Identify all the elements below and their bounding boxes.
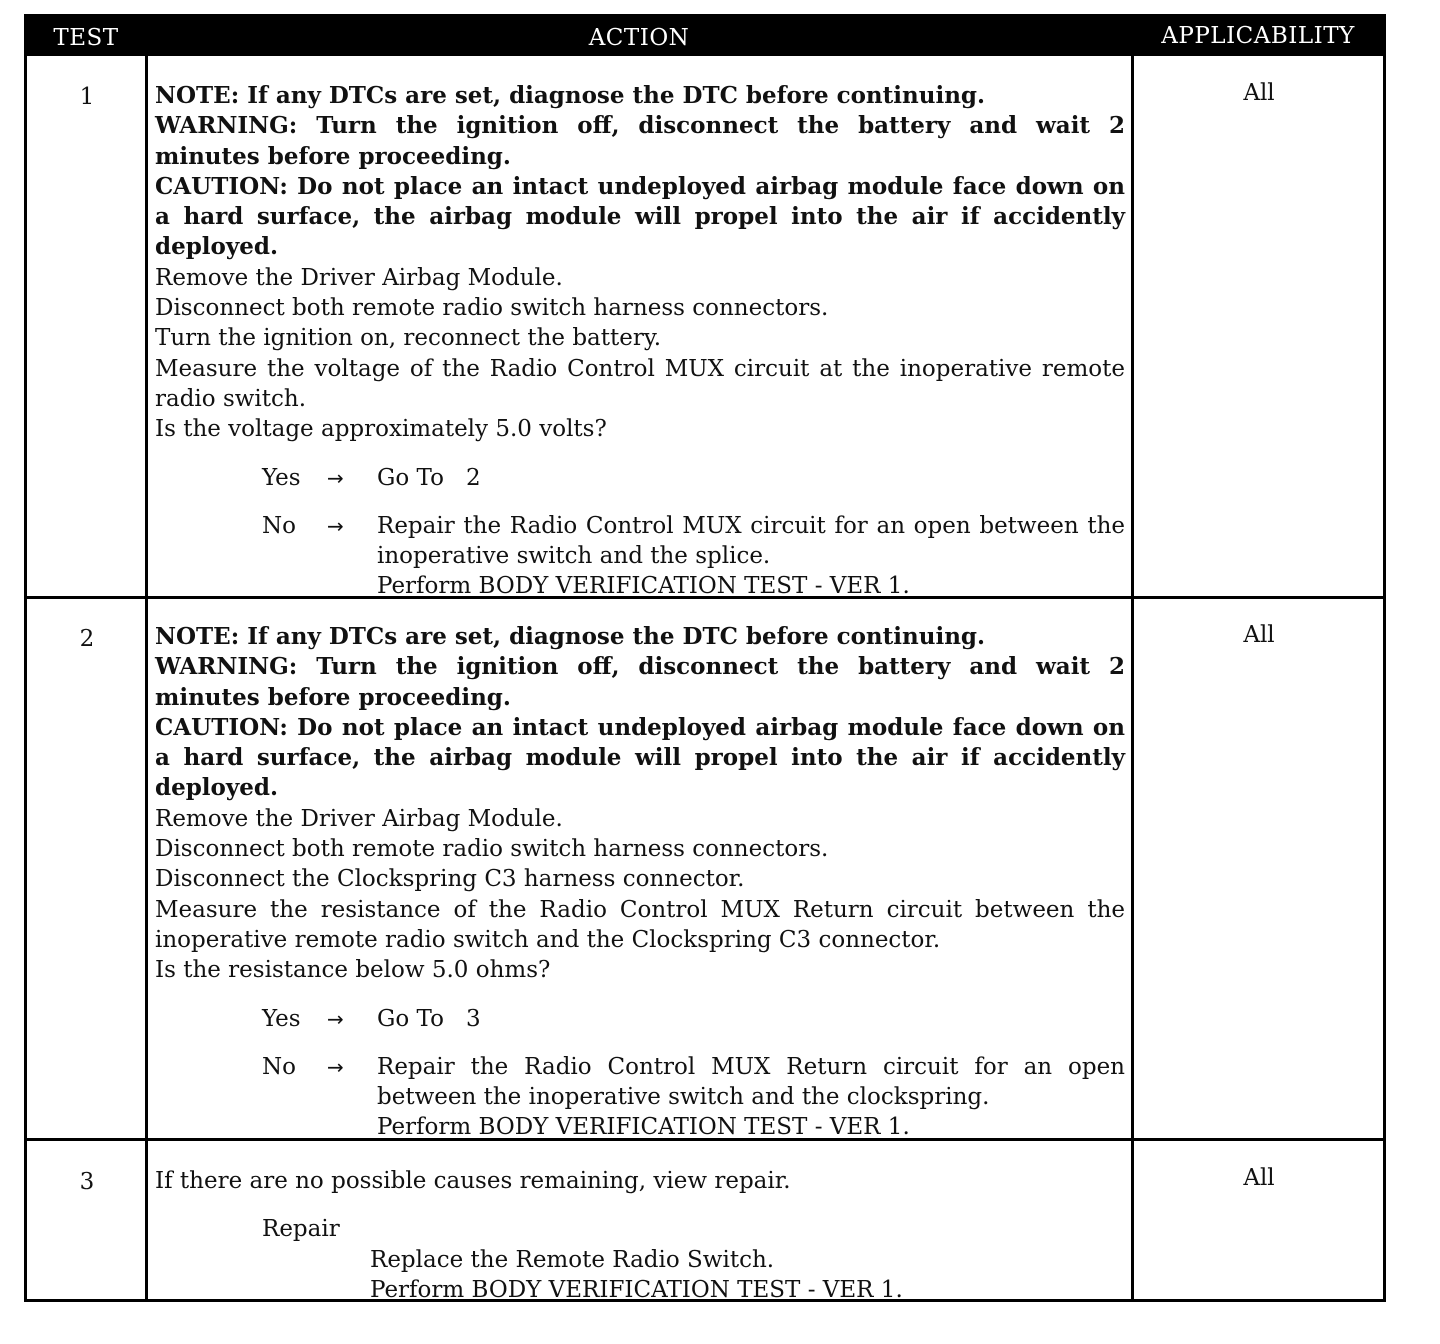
step-text: Disconnect both remote radio switch harness connectors.: [155, 836, 829, 863]
right-arrow-icon: →: [327, 513, 344, 538]
warning-text: WARNING: Turn the ignition off, disconnect the battery and wait 2 minutes before proceeding.: [155, 112, 1125, 170]
intro-text: If there are no possible causes remaining, view repair.: [155, 1168, 791, 1194]
goto-target: 3: [465, 1005, 481, 1032]
yes-branch: [155, 463, 1125, 493]
caution-text: CAUTION: Do not place an intact undeployed airbag module face down on a hard surface, the airbag module will propel into the air if accidently deployed.: [155, 172, 1125, 261]
test-number: 2: [79, 626, 95, 652]
table-row: [27, 599, 1383, 1141]
test-number: 1: [79, 84, 95, 110]
yes-label: Yes: [262, 464, 301, 491]
table-header: [27, 17, 1383, 56]
no-action: Repair the Radio Control MUX circuit for an open between the inoperative switch and the splice.: [377, 512, 1125, 570]
test-number: 3: [79, 1169, 95, 1195]
applicability-value: All: [1243, 80, 1275, 106]
action-cell: [155, 1166, 1125, 1305]
step-text: Measure the resistance of the Radio Control MUX Return circuit between the inoperative remote radio switch and the Clockspring C3 connector.: [155, 896, 1125, 953]
step-text: Measure the voltage of the Radio Control MUX circuit at the inoperative remote radio switch.: [155, 355, 1125, 412]
goto-text: Go To: [377, 464, 444, 491]
step-text: Disconnect both remote radio switch harness connectors.: [155, 295, 829, 322]
note-text: NOTE: If any DTCs are set, diagnose the DTC before continuing.: [155, 82, 986, 109]
yes-action: [377, 1004, 1125, 1034]
applicability-value: All: [1243, 622, 1275, 648]
action-cell: [155, 81, 1125, 602]
step-text: Remove the Driver Airbag Module.: [155, 264, 563, 291]
header-test: TEST: [53, 25, 119, 51]
goto-text: Go To: [377, 1005, 444, 1032]
repair-line: Replace the Remote Radio Switch.: [370, 1246, 775, 1273]
question-text: Is the resistance below 5.0 ohms?: [155, 957, 551, 984]
right-arrow-icon: →: [327, 1006, 344, 1031]
step-text: Disconnect the Clockspring C3 harness connector.: [155, 866, 745, 893]
question-text: Is the voltage approximately 5.0 volts?: [155, 416, 607, 443]
table-row: [27, 56, 1383, 600]
caution-text: CAUTION: Do not place an intact undeployed airbag module face down on a hard surface, the airbag module will propel into the air if accidently deployed.: [155, 713, 1125, 802]
right-arrow-icon: →: [327, 1054, 344, 1079]
step-text: Remove the Driver Airbag Module.: [155, 805, 563, 832]
perform-text: Perform BODY VERIFICATION TEST - VER 1.: [377, 1114, 910, 1141]
perform-text: Perform BODY VERIFICATION TEST - VER 1.: [377, 573, 910, 600]
repair-instructions: [155, 1245, 1125, 1306]
action-cell: [155, 622, 1125, 1143]
note-text: NOTE: If any DTCs are set, diagnose the DTC before continuing.: [155, 623, 986, 650]
step-text: Turn the ignition on, reconnect the battery.: [155, 325, 662, 352]
no-label: No: [262, 1053, 296, 1080]
diagnostic-test-table: [24, 14, 1386, 1302]
no-action: Repair the Radio Control MUX Return circuit for an open between the inoperative switch and the clockspring.: [377, 1053, 1125, 1111]
repair-label: Repair: [262, 1216, 340, 1243]
no-branch: [155, 1052, 1125, 1143]
yes-label: Yes: [262, 1005, 301, 1032]
warning-text: WARNING: Turn the ignition off, disconnect the battery and wait 2 minutes before proceeding.: [155, 653, 1125, 711]
yes-branch: [155, 1004, 1125, 1034]
applicability-value: All: [1243, 1165, 1275, 1191]
repair-line: Perform BODY VERIFICATION TEST - VER 1.: [370, 1276, 903, 1303]
no-branch: [155, 511, 1125, 602]
header-action: ACTION: [588, 25, 690, 51]
no-label: No: [262, 512, 296, 539]
right-arrow-icon: →: [327, 465, 344, 490]
header-applicability: APPLICABILITY: [1161, 23, 1355, 49]
table-row: [27, 1141, 1383, 1303]
goto-target: 2: [465, 464, 481, 491]
yes-action: [377, 463, 1125, 493]
